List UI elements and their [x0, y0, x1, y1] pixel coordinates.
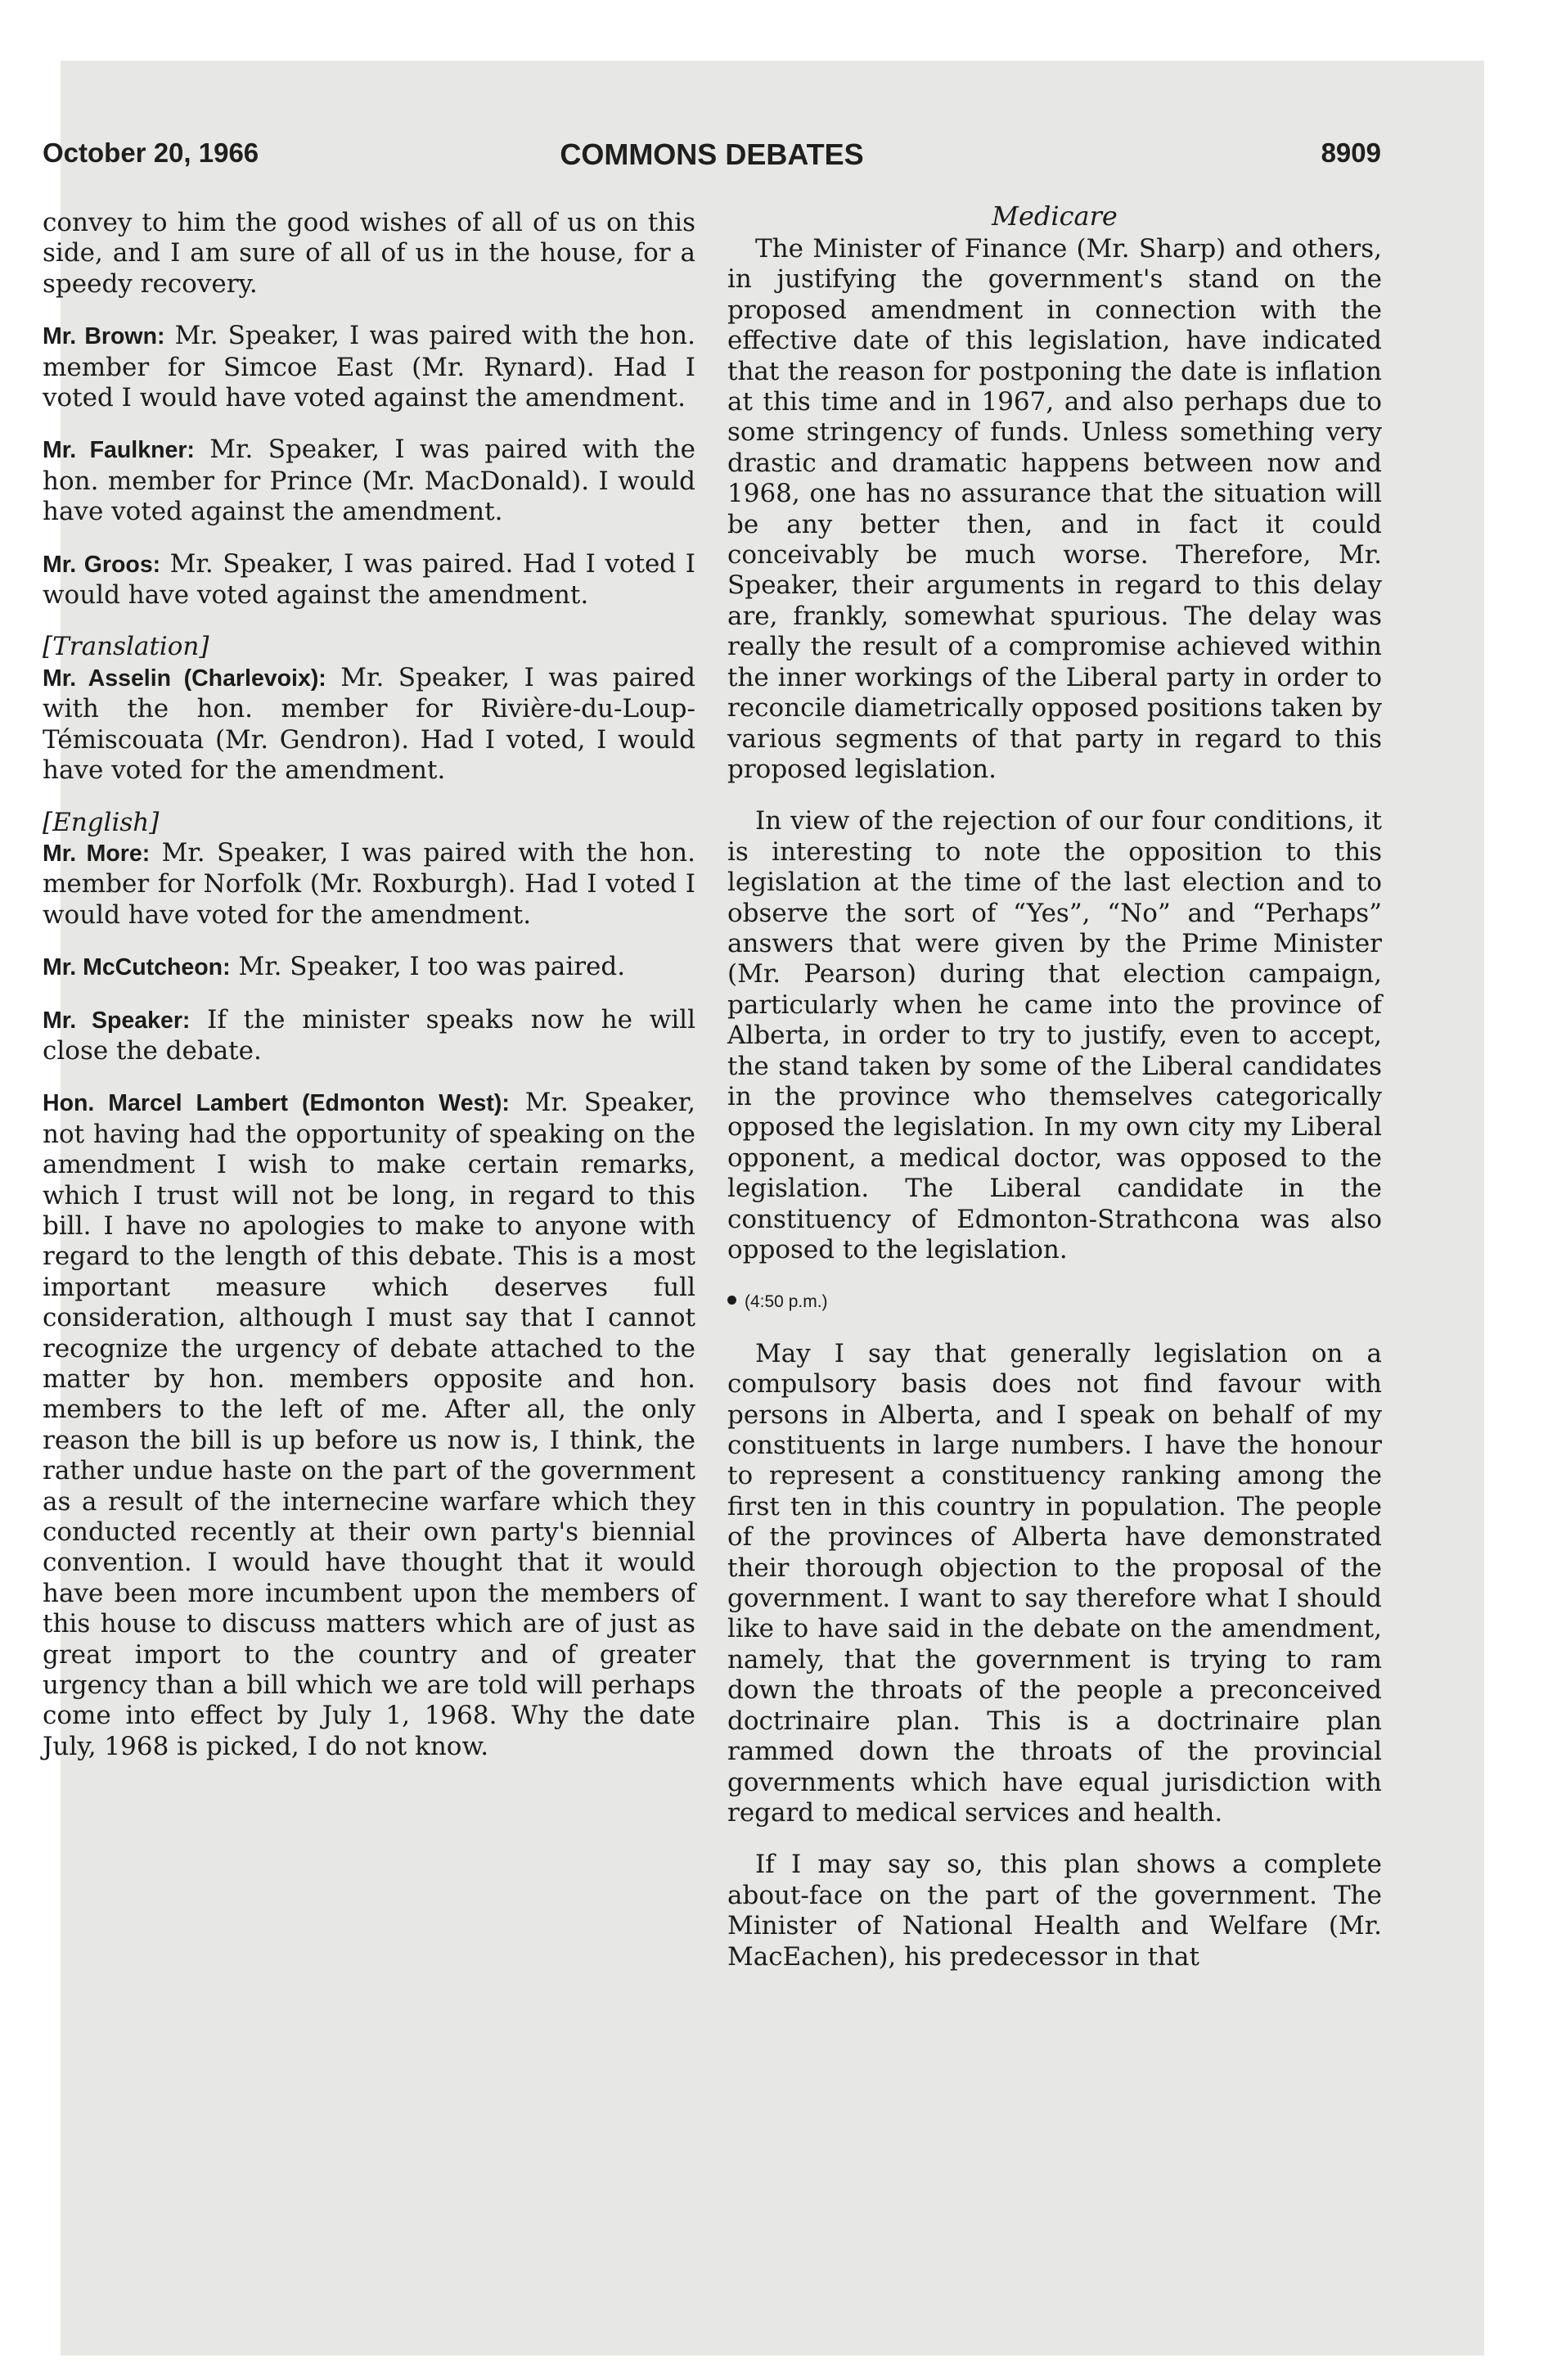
paragraph-text: convey to him the good wishes of all of us on this side, and I am sure of all of us in the house, for a speedy recovery. [43, 208, 695, 299]
speech-text: Mr. Speaker, I was paired with the hon. member for Rivière-du-Loup-Témiscouata (Mr. Gendron). Had I voted, I would have voted for the amendment. [43, 662, 695, 786]
bullet-icon [727, 1296, 736, 1305]
speaker-name: Mr. Groos: [43, 551, 161, 578]
header-title: COMMONS DEBATES [560, 137, 864, 171]
speaker-name: Mr. McCutcheon: [43, 954, 231, 981]
speaker-name: Mr. Asselin (Charlevoix): [43, 665, 326, 692]
paragraph: The Minister of Finance (Mr. Sharp) and others, in justifying the government's stand on the proposed amendment in connection with the effective date of this legislation, have indicated that the reason for postponing the date is inflation at this time and in 1967, and also perhaps due to some stringency of funds. Unless something very drastic and dramatic happens between now and 1968, one has no assurance that the situation will be any better then, and in fact it could conceivably be much worse. Therefore, Mr. Speaker, their arguments in regard to this delay are, frankly, somewhat spurious. The delay was really the result of a compromise achieved within the inner workings of the Liberal party in order to reconcile diametrically opposed positions taken by various segments of that party in regard to this proposed legislation. [727, 234, 1382, 784]
page-number: 8909 [1321, 137, 1381, 168]
paragraph: May I say that generally legislation on a compulsory basis does not find favour with persons in Alberta, and I speak on behalf of my constituents in large numbers. I have the honour to represent a constituency ranking among the first ten in this country in population. The people of the provinces of Alberta have demonstrated their thorough objection to the proposal of the government. I want to say therefore what I should like to have said in the debate on the amendment, namely, that the government is trying to ram down the throats of the people a preconceived doctrinaire plan. This is a doctrinaire plan rammed down the throats of the provincial governments which have equal jurisdiction with regard to medical services and health. [727, 1338, 1382, 1828]
header-date: October 20, 1966 [43, 137, 259, 168]
time-marker-text: (4:50 p.m.) [745, 1292, 828, 1312]
speech [43, 663, 695, 787]
left-column [43, 208, 695, 1762]
speaker-name: Hon. Marcel Lambert (Edmonton West): [43, 1090, 510, 1117]
speech [43, 1005, 695, 1067]
speaker-name: Mr. Faulkner: [43, 437, 195, 464]
speech-text: Mr. Speaker, I too was paired. [230, 952, 626, 982]
speaker-name: Mr. Brown: [43, 323, 165, 350]
speech [43, 838, 695, 931]
right-column [727, 201, 1382, 1972]
speech-text: If the minister speaks now he will close the debate. [43, 1004, 696, 1066]
language-marker: [Translation] [43, 632, 209, 662]
speech [43, 435, 695, 527]
speech [43, 1088, 695, 1762]
speech-text: Mr. Speaker, not having had the opportunity of speaking on the amendment I wish to make certain remarks, which I trust will not be long, in regard to this bill. I have no apologies to make to anyone with regard to the length of this debate. This is a most important measure which deserves full consideration, although I must say that I cannot recognize the urgency of debate attached to the matter by hon. members opposite and hon. members to the left of me. After all, the only reason the bill is up before us now is, I think, the rather undue haste on the part of the government as a result of the internecine warfare which they conducted recently at their own party's biennial convention. I would have thought that it would have been more incumbent upon the members of this house to discuss matters which are of just as great import to the country and of greater urgency than a bill which we are told will perhaps come into effect by July 1, 1968. Why the date July, 1968 is picked, I do not know. [43, 1088, 695, 1761]
speech [43, 952, 695, 983]
speech-text: Mr. Speaker, I was paired. Had I voted I would have voted against the amendment. [43, 548, 696, 611]
section-title: Medicare [992, 201, 1118, 232]
page-header [43, 137, 1381, 178]
paragraph: If I may say so, this plan shows a complete about-face on the part of the government. The Minister of National Health and Welfare (Mr. MacEachen), his predecessor in that [727, 1850, 1382, 1972]
paragraph [43, 208, 695, 300]
speaker-name: Mr. Speaker: [43, 1007, 191, 1034]
speech-text: Mr. Speaker, I was paired with the hon. member for Simcoe East (Mr. Rynard). Had I voted I would have voted against the amendment. [43, 321, 696, 413]
speaker-name: Mr. More: [43, 840, 151, 867]
speech [43, 321, 695, 413]
time-marker [727, 1287, 1382, 1317]
language-marker: [English] [43, 807, 160, 837]
speech-text: Mr. Speaker, I was paired with the hon. member for Prince (Mr. MacDonald). I would have voted against the amendment. [43, 435, 696, 527]
paragraph: In view of the rejection of our four conditions, it is interesting to note the opposition to this legislation at the time of the last election and to observe the sort of “Yes”, “No” and “Perhaps” answers that were given by the Prime Minister (Mr. Pearson) during that election campaign, particularly when he came into the province of Alberta, in order to try to justify, even to accept, the stand taken by some of the Liberal candidates in the province who themselves categorically opposed the legislation. In my own city my Liberal opponent, a medical doctor, was opposed to the legislation. The Liberal candidate in the constituency of Edmonton-Strathcona was also opposed to the legislation. [727, 806, 1382, 1264]
speech-text: Mr. Speaker, I was paired with the hon. member for Norfolk (Mr. Roxburgh). Had I voted I would have voted for the amendment. [43, 837, 695, 930]
speech [43, 549, 695, 611]
